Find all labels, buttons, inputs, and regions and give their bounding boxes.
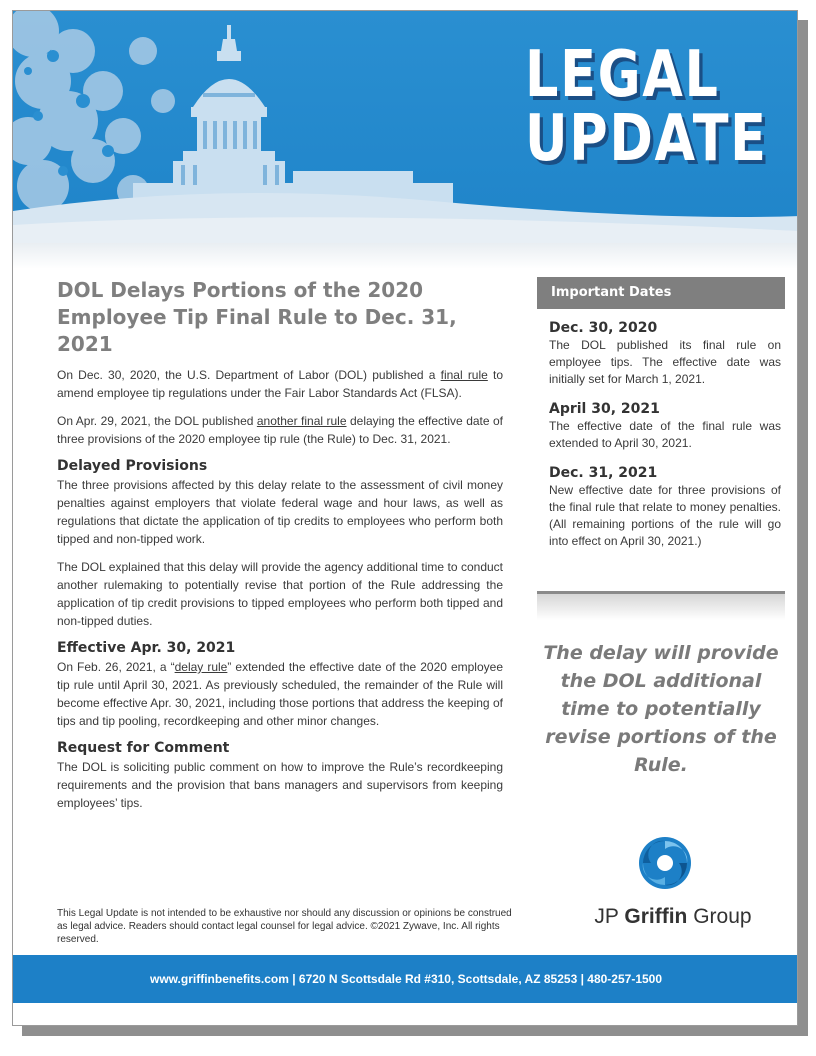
date-item-title: Dec. 30, 2020 [549,320,658,336]
intro-text: delaying the effective date of three provisions of the 2020 employee tip rule (the Rule) to Dec. 31, 2021. [57,414,504,446]
logo-prefix: JP [594,905,625,928]
footer-contact[interactable]: www.griffinbenefits.com | 6720 N Scottsdale Rd #310, Scottsdale, AZ 85253 | 480-257-1500 [149,972,663,986]
pull-quote: The delay will provide the DOL additional time to potentially revise portions of the Rule. [543,642,779,776]
effective-text: On Feb. 26, 2021, a “ [57,660,175,674]
article-headline [57,277,503,358]
logo-suffix: Group [687,905,752,928]
date-item-title: Dec. 31, 2021 [549,465,658,481]
swirl-logo-icon [637,835,693,891]
date-item-text: The effective date of the final rule was extended to April 30, 2021. [549,419,781,450]
delayed-provisions-paragraph-1: The three provisions affected by this delay relate to the assessment of civil money penalties against employers that violate federal wage and hour laws, as well as regulations that dictate the application of tip credits to employees who perform both tipped and non-tipped work. [57,478,503,546]
banner-fade [13,243,798,269]
footer-bar [13,955,798,1003]
delayed-provisions-paragraph-2: The DOL explained that this delay will provide the agency additional time to conduct another rulemaking to potentially revise that portion of the Rule addressing the application of tip credit provisions to tipped employees who perform both tipped and non-tipped duties. [57,560,503,628]
effective-date-paragraph [57,658,503,730]
section-heading-effective-date: Effective Apr. 30, 2021 [57,640,236,656]
disclaimer-text: This Legal Update is not intended to be exhaustive nor should any discussion or opinions be construed as legal advice. Readers should contact legal counsel for legal advice. ©2021 Zywave, Inc. All rights reserved. [57,908,512,945]
intro-text: On Dec. 30, 2020, the U.S. Department of Labor (DOL) published a [57,368,441,382]
header-banner [13,11,798,243]
banner-title-line2: UPDATE [525,102,768,176]
request-for-comment-paragraph: The DOL is soliciting public comment on how to improve the Rule’s recordkeeping requirements and the provision that bans managers and supervisors from keeping employees’ tips. [57,760,503,810]
section-heading-delayed-provisions: Delayed Provisions [57,458,208,474]
delay-rule-link[interactable]: delay rule [174,660,228,674]
intro-text: to amend employee tip regulations under the Fair Labor Standards Act (FLSA). [57,368,504,400]
important-dates-header: Important Dates [537,277,785,309]
effective-text: ” extended the effective date of the 2020 employee tip rule until April 30, 2021. As previously scheduled, the remainder of the Rule will become effective Apr. 30, 2021, including those portions that address the keeping of tips and tip pooling, recordkeeping and other minor changes. [57,660,503,728]
another-final-rule-link[interactable]: another final rule [256,414,347,428]
date-item-text: The DOL published its final rule on employee tips. The effective date was initially set for March 1, 2021. [549,338,781,386]
banner-title [525,38,768,176]
important-dates-box [537,277,785,594]
intro-text: On Apr. 29, 2021, the DOL published [57,414,257,428]
important-dates-list [537,309,785,550]
article-column [57,277,503,822]
intro-paragraph-1 [57,366,503,402]
logo-bold: Griffin [624,905,688,928]
section-heading-request-for-comment: Request for Comment [57,740,230,756]
date-item-title: April 30, 2021 [549,401,660,417]
document-page [12,10,798,1026]
sidebar-fade [537,594,785,620]
company-logo-text [573,905,773,929]
headline-line2: Employee Tip Final Rule to Dec. 31, 2021 [57,305,457,356]
banner-title-line1: LEGAL [525,38,720,112]
intro-paragraph-2 [57,412,503,448]
final-rule-link[interactable]: final rule [440,368,488,382]
date-item-text: New effective date for three provisions of the final rule that relate to money penalties. (All remaining portions of the rule will go into effect on April 30, 2021.) [549,483,781,548]
headline-line1: DOL Delays Portions of the 2020 [57,278,424,302]
